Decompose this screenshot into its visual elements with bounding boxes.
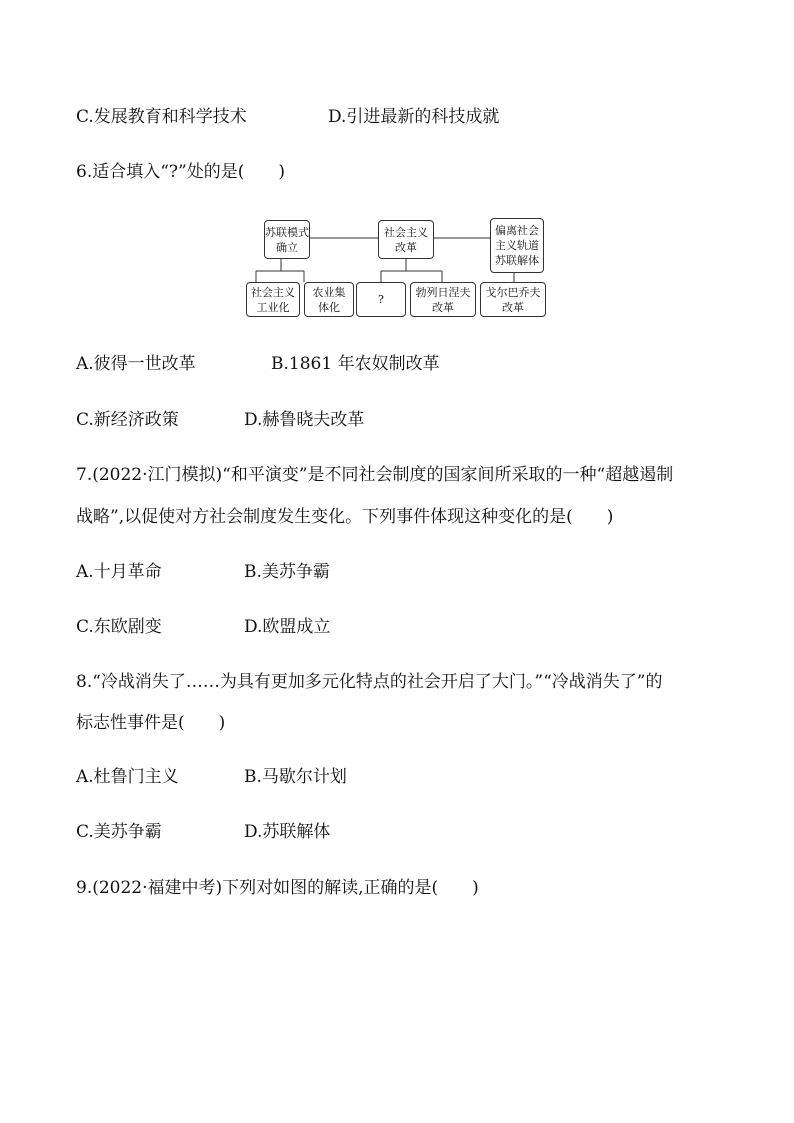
- diagram-box-soviet-collapse: 偏离社会 主义轨道 苏联解体: [490, 218, 544, 273]
- q6-option-c: C.新经济政策: [76, 410, 179, 430]
- q6-option-d: D.赫鲁晓夫改革: [244, 410, 365, 430]
- q8-option-c: C.美苏争霸: [76, 822, 162, 842]
- q5-option-d: D.引进最新的科技成就: [328, 107, 500, 127]
- q7-option-b: B.美苏争霸: [244, 562, 330, 582]
- q7-stem-line2: 战略”,以促使对方社会制度发生变化。下列事件体现这种变化的是( ): [76, 507, 614, 527]
- q8-option-b: B.马歇尔计划: [244, 767, 347, 787]
- diagram-box-gorbachev-reform: 戈尔巴乔夫 改革: [480, 282, 546, 317]
- q8-option-a: A.杜鲁门主义: [76, 767, 179, 787]
- q6-diagram: [246, 216, 546, 320]
- diagram-box-question: ?: [356, 282, 406, 317]
- q6-stem: 6.适合填入“?”处的是( ): [76, 162, 285, 182]
- q7-option-c: C.东欧剧变: [76, 617, 162, 637]
- q7-option-a: A.十月革命: [76, 562, 162, 582]
- diagram-box-brezhnev-reform: 勃列日涅夫 改革: [410, 282, 476, 317]
- q8-option-d: D.苏联解体: [244, 822, 331, 842]
- diagram-box-soviet-model: 苏联模式 确立: [264, 220, 310, 259]
- q6-option-a: A.彼得一世改革: [76, 354, 196, 374]
- q7-stem-line1: 7.(2022·江门模拟)“和平演变”是不同社会制度的国家间所采取的一种“超越遏制: [76, 465, 674, 485]
- q8-stem-line2: 标志性事件是( ): [76, 713, 226, 733]
- q9-stem: 9.(2022·福建中考)下列对如图的解读,正确的是( ): [76, 878, 479, 898]
- diagram-box-collectivization: 农业集 体化: [304, 282, 354, 317]
- diagram-box-socialist-reform: 社会主义 改革: [378, 220, 434, 259]
- q8-stem-line1: 8.“冷战消失了……为具有更加多元化特点的社会开启了大门。”“冷战消失了”的: [76, 672, 663, 692]
- diagram-box-industrialization: 社会主义 工业化: [246, 282, 300, 317]
- q7-option-d: D.欧盟成立: [244, 617, 331, 637]
- q5-option-c: C.发展教育和科学技术: [76, 107, 247, 127]
- q6-option-b: B.1861 年农奴制改革: [271, 354, 440, 374]
